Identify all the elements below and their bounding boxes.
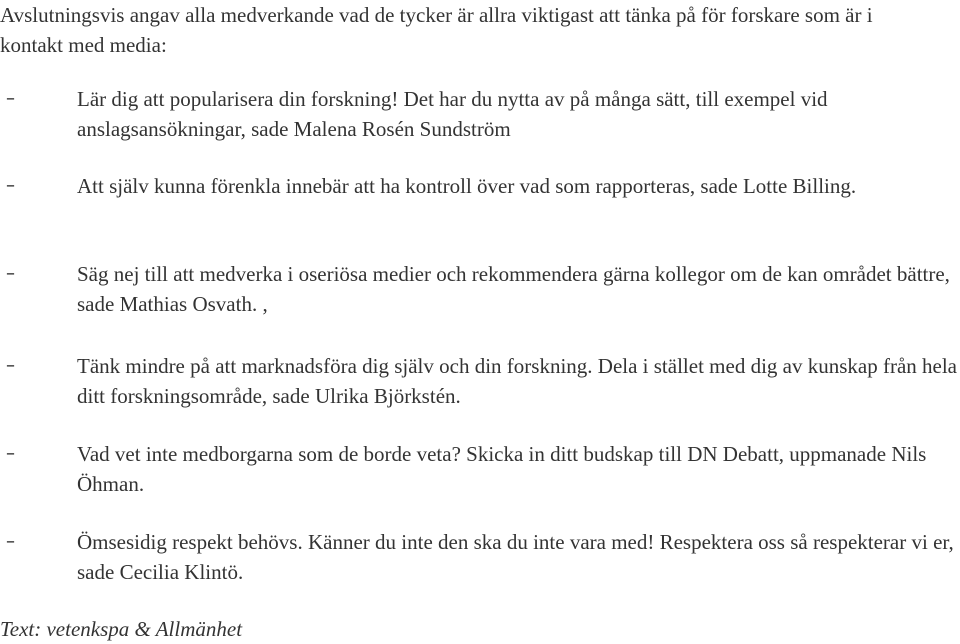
dash-bullet: – — [6, 355, 15, 376]
list-item-text: Ömsesidig respekt behövs. Känner du inte den ska du inte vara med! Respektera oss så respekterar vi er, sade Cecilia Klintö. — [77, 530, 954, 584]
dash-bullet: – — [6, 175, 15, 196]
list-item-text: Att själv kunna förenkla innebär att ha kontroll över vad som rapporteras, sade Lotte Billing. — [77, 174, 857, 198]
list-item-text: Vad vet inte medborgarna som de borde veta? Skicka in ditt budskap till DN Debatt, uppmanade Nils Öhman. — [77, 442, 927, 496]
dash-bullet: – — [6, 531, 15, 552]
list-item-text: Säg nej till att medverka i oseriösa medier och rekommendera gärna kollegor om de kan området bättre, sade Mathias Osvath. , — [77, 262, 950, 316]
source-credit: Text: vetenkspa & Allmänhet — [0, 617, 243, 641]
dash-bullet: – — [6, 443, 15, 464]
dash-bullet: – — [6, 263, 15, 284]
list-item-text: Tänk mindre på att marknadsföra dig själv och din forskning. Dela i stället med dig av kunskap från hela ditt forskningsområde, sade Ulrika Björkstén. — [77, 354, 958, 408]
dash-bullet: – — [6, 88, 15, 109]
list-item-text: Lär dig att popularisera din forskning! Det har du nytta av på många sätt, till exempel vid anslagsansökningar, sade Malena Rosén Sundström — [77, 87, 828, 141]
intro-paragraph: Avslutningsvis angav alla medverkande vad de tycker är allra viktigast att tänka på för forskare som är i kontakt med media: — [0, 3, 873, 57]
